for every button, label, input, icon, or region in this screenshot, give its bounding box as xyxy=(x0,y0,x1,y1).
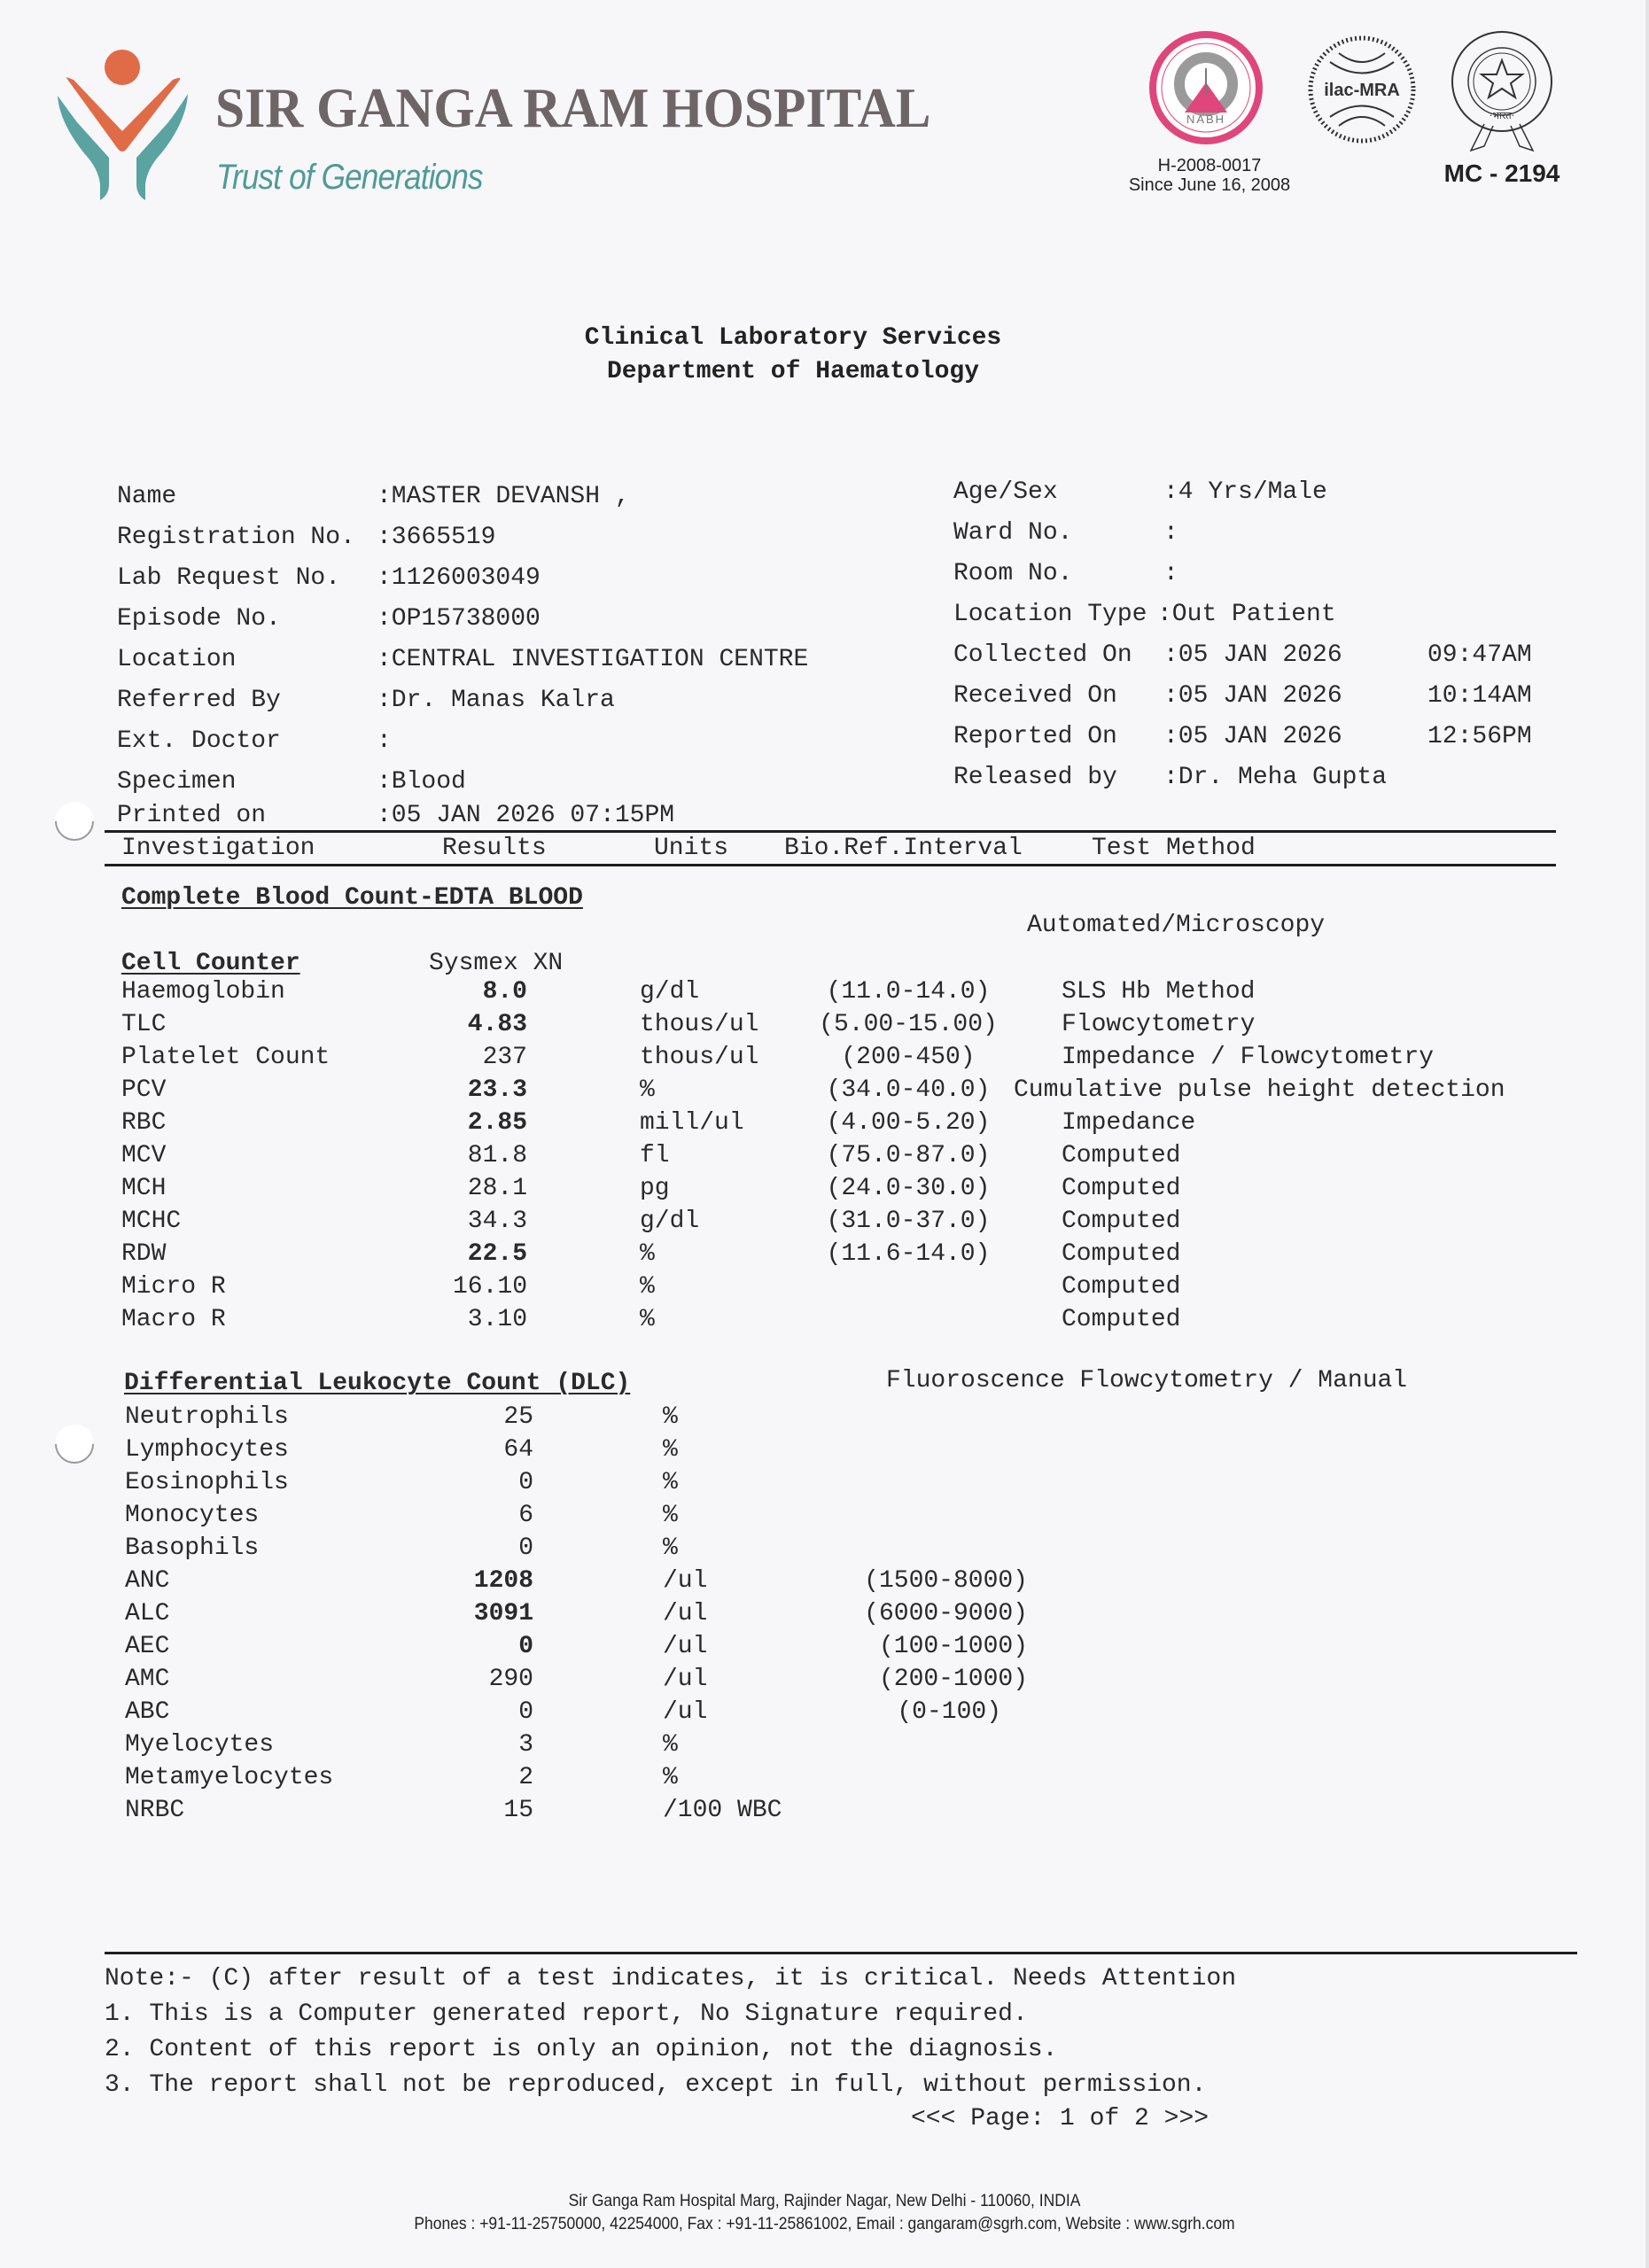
note-item-1: 1. This is a Computer generated report, No Signature required. xyxy=(105,2000,1028,2028)
test-value: 8.0 xyxy=(482,978,527,1006)
test-value: 22.5 xyxy=(467,1240,527,1268)
test-unit: % xyxy=(663,1764,678,1791)
test-method: Impedance xyxy=(1062,1109,1196,1137)
department-line-1: Clinical Laboratory Services xyxy=(584,324,1002,352)
table-row xyxy=(0,1600,1649,1632)
test-method: Computed xyxy=(1062,1142,1181,1169)
table-row xyxy=(0,1011,1649,1043)
test-value: 28.1 xyxy=(467,1175,527,1202)
col-header-test-method: Test Method xyxy=(1092,835,1256,862)
test-value: 2 xyxy=(518,1764,533,1791)
test-name: Micro R xyxy=(121,1273,226,1301)
table-row xyxy=(0,1044,1649,1076)
nabl-seal-icon xyxy=(1444,27,1560,159)
test-value: 0 xyxy=(518,1469,533,1496)
test-name: MCH xyxy=(121,1175,167,1202)
test-unit: thous/ul xyxy=(640,1044,759,1071)
info-value: :Out Patient xyxy=(1157,601,1336,628)
test-value: 3 xyxy=(518,1731,533,1759)
info-label: Specimen xyxy=(117,768,237,796)
info-label: Ward No. xyxy=(953,519,1073,547)
info-label: Registration No. xyxy=(117,524,355,551)
test-value: 2.85 xyxy=(467,1109,527,1137)
col-header-units: Units xyxy=(654,835,729,862)
table-row xyxy=(0,1797,1649,1829)
test-value: 25 xyxy=(503,1403,533,1431)
info-label: Age/Sex xyxy=(953,478,1058,506)
test-value: 3091 xyxy=(473,1600,533,1627)
test-unit: % xyxy=(640,1273,655,1301)
test-unit: % xyxy=(663,1403,678,1431)
test-method: Computed xyxy=(1062,1306,1181,1333)
test-value: 290 xyxy=(488,1666,533,1693)
test-method: Flowcytometry xyxy=(1062,1011,1256,1038)
test-name: Eosinophils xyxy=(125,1469,289,1496)
table-row xyxy=(0,1208,1649,1239)
test-ref: (1500-8000) xyxy=(864,1567,1028,1595)
test-ref: (75.0-87.0) xyxy=(826,1142,991,1169)
info-label: Released by xyxy=(953,764,1117,791)
nabh-seal-icon xyxy=(1149,31,1263,144)
test-value: 1208 xyxy=(473,1567,533,1595)
info-label: Location Type xyxy=(953,601,1147,628)
test-name: Basophils xyxy=(125,1534,260,1562)
table-row xyxy=(0,1502,1649,1534)
info-value: :05 JAN 2026 07:15PM xyxy=(377,802,675,829)
table-row xyxy=(0,1633,1649,1665)
info-value: : xyxy=(1163,560,1178,587)
info-value: :05 JAN 2026 xyxy=(1163,682,1342,710)
test-ref: (4.00-5.20) xyxy=(826,1109,991,1137)
hospital-logo-icon xyxy=(58,43,191,202)
info-value: :Blood xyxy=(377,768,466,796)
nabl-code: MC - 2194 xyxy=(1443,159,1560,187)
test-name: Platelet Count xyxy=(121,1044,331,1071)
table-row xyxy=(0,1698,1649,1730)
test-value: 81.8 xyxy=(467,1142,527,1169)
table-row xyxy=(0,1109,1649,1141)
test-name: Metamyelocytes xyxy=(125,1764,334,1791)
table-row xyxy=(0,1240,1649,1272)
test-unit: thous/ul xyxy=(640,1011,759,1038)
test-name: Monocytes xyxy=(125,1502,260,1529)
notes-rule xyxy=(105,1952,1577,1954)
test-ref: (11.6-14.0) xyxy=(826,1240,991,1268)
info-label: Lab Request No. xyxy=(117,564,341,592)
info-time: 10:14AM xyxy=(1427,682,1532,710)
table-row xyxy=(0,1534,1649,1566)
test-name: Myelocytes xyxy=(125,1731,275,1759)
test-name: ANC xyxy=(125,1567,170,1595)
critical-note: Note:- (C) after result of a test indicates, it is critical. Needs Attention xyxy=(105,1965,1237,1992)
test-ref: (0-100) xyxy=(897,1698,1001,1726)
table-row xyxy=(0,1306,1649,1338)
info-label: Ext. Doctor xyxy=(117,727,281,755)
test-name: Neutrophils xyxy=(125,1403,289,1431)
info-time: 09:47AM xyxy=(1427,641,1532,669)
test-ref: (11.0-14.0) xyxy=(826,978,991,1006)
table-row xyxy=(0,1567,1649,1599)
test-name: RDW xyxy=(121,1240,167,1268)
test-name: AMC xyxy=(125,1666,170,1693)
table-row xyxy=(0,1142,1649,1174)
test-name: NRBC xyxy=(125,1797,185,1824)
table-top-rule xyxy=(105,830,1556,833)
info-value: :1126003049 xyxy=(377,564,541,592)
test-ref: (5.00-15.00) xyxy=(819,1011,998,1038)
dlc-method-note: Fluoroscence Flowcytometry / Manual xyxy=(886,1367,1408,1394)
test-name: ALC xyxy=(125,1600,170,1627)
info-value: :05 JAN 2026 xyxy=(1163,641,1342,669)
table-row xyxy=(0,1764,1649,1796)
info-label: Reported On xyxy=(953,723,1117,750)
info-label: Printed on xyxy=(117,802,267,829)
test-unit: % xyxy=(663,1502,678,1529)
test-unit: g/dl xyxy=(640,978,700,1006)
test-method: Computed xyxy=(1062,1175,1181,1202)
info-label: Referred By xyxy=(117,687,281,714)
info-label: Location xyxy=(117,646,237,673)
svg-text:·भारत·: ·भारत· xyxy=(1489,110,1515,121)
table-row xyxy=(0,1175,1649,1207)
test-unit: % xyxy=(663,1469,678,1496)
footer-contacts: Phones : +91-11-25750000, 42254000, Fax : +91-11-25861002, Email : gangaram@sgrh.com, Website : www.sgrh.com xyxy=(414,2215,1235,2233)
test-value: 4.83 xyxy=(467,1011,527,1038)
test-unit: /ul xyxy=(663,1567,708,1595)
col-header-ref-interval: Bio.Ref.Interval xyxy=(784,835,1023,862)
test-ref: (24.0-30.0) xyxy=(826,1175,991,1202)
test-name: PCV xyxy=(121,1076,167,1104)
info-label: Collected On xyxy=(953,641,1132,669)
test-value: 16.10 xyxy=(452,1273,527,1301)
info-value: :Dr. Meha Gupta xyxy=(1163,764,1388,791)
test-value: 0 xyxy=(518,1633,533,1660)
info-value: :OP15738000 xyxy=(377,605,541,633)
info-label: Episode No. xyxy=(117,605,281,633)
table-row xyxy=(0,1403,1649,1435)
department-line-2: Department of Haematology xyxy=(606,358,980,385)
test-unit: /ul xyxy=(663,1600,708,1627)
info-value: :4 Yrs/Male xyxy=(1163,478,1327,506)
info-label: Name xyxy=(117,483,177,510)
test-method: Cumulative pulse height detection xyxy=(1014,1076,1505,1104)
info-value: :CENTRAL INVESTIGATION CENTRE xyxy=(377,646,809,673)
test-value: 23.3 xyxy=(467,1076,527,1104)
info-time: 12:56PM xyxy=(1427,723,1532,750)
test-name: MCV xyxy=(121,1142,167,1169)
note-item-3: 3. The report shall not be reproduced, except in full, without permission. xyxy=(105,2071,1207,2099)
test-unit: % xyxy=(663,1534,678,1562)
test-ref: (200-450) xyxy=(841,1044,976,1071)
test-ref: (6000-9000) xyxy=(864,1600,1028,1627)
test-unit: mill/ul xyxy=(640,1109,744,1137)
hospital-name: SIR GANGA RAM HOSPITAL xyxy=(215,76,931,139)
table-row xyxy=(0,1469,1649,1501)
test-unit: fl xyxy=(640,1142,670,1169)
test-unit: % xyxy=(663,1731,678,1759)
test-unit: /100 WBC xyxy=(663,1797,782,1824)
svg-text:ilac-MRA: ilac-MRA xyxy=(1324,81,1400,100)
test-name: RBC xyxy=(121,1109,167,1137)
table-row xyxy=(0,1666,1649,1697)
test-value: 3.10 xyxy=(467,1306,527,1333)
test-unit: % xyxy=(640,1240,655,1268)
nabh-caption xyxy=(1121,156,1298,195)
test-name: MCHC xyxy=(121,1208,182,1235)
test-method: Computed xyxy=(1062,1240,1181,1268)
hospital-tagline: Trust of Generations xyxy=(216,158,483,197)
info-label: Received On xyxy=(953,682,1117,710)
test-name: Macro R xyxy=(121,1306,226,1333)
col-header-investigation: Investigation xyxy=(121,835,315,862)
info-value: : xyxy=(377,727,392,755)
col-header-results: Results xyxy=(442,835,547,862)
table-row xyxy=(0,1436,1649,1468)
test-ref: (100-1000) xyxy=(878,1633,1028,1660)
test-name: TLC xyxy=(121,1011,167,1038)
cell-counter-title: Cell Counter xyxy=(121,950,300,977)
table-row xyxy=(0,1076,1649,1108)
punch-hole xyxy=(47,794,102,849)
footer-address: Sir Ganga Ram Hospital Marg, Rajinder Nagar, New Delhi - 110060, INDIA xyxy=(568,2192,1081,2210)
instrument-name: Sysmex XN xyxy=(429,950,564,977)
test-name: AEC xyxy=(125,1633,170,1660)
test-method: Computed xyxy=(1062,1208,1181,1235)
test-name: Haemoglobin xyxy=(121,978,285,1006)
test-unit: % xyxy=(640,1306,655,1333)
info-value: :05 JAN 2026 xyxy=(1163,723,1342,750)
nabh-since: Since June 16, 2008 xyxy=(1128,175,1291,195)
test-unit: % xyxy=(663,1436,678,1464)
test-unit: g/dl xyxy=(640,1208,700,1235)
svg-text:NABH: NABH xyxy=(1186,113,1226,126)
table-row xyxy=(0,1731,1649,1763)
test-unit: pg xyxy=(640,1175,670,1202)
test-unit: /ul xyxy=(663,1633,708,1660)
ilac-mra-seal-icon xyxy=(1308,35,1416,144)
table-row xyxy=(0,1273,1649,1305)
test-name: Lymphocytes xyxy=(125,1436,289,1464)
test-value: 237 xyxy=(482,1044,527,1071)
test-name: ABC xyxy=(125,1698,170,1726)
info-value: :MASTER DEVANSH , xyxy=(377,483,630,510)
test-value: 0 xyxy=(518,1698,533,1726)
table-row xyxy=(0,978,1649,1010)
cbc-method-note: Automated/Microscopy xyxy=(1027,912,1326,939)
test-unit: /ul xyxy=(663,1666,708,1693)
test-value: 15 xyxy=(503,1797,533,1824)
cbc-section-title: Complete Blood Count-EDTA BLOOD xyxy=(121,884,583,912)
test-value: 0 xyxy=(518,1534,533,1562)
nabh-number: H-2008-0017 xyxy=(1157,156,1262,175)
test-method: Computed xyxy=(1062,1273,1181,1301)
info-value: :Dr. Manas Kalra xyxy=(377,687,615,714)
test-method: Impedance / Flowcytometry xyxy=(1062,1044,1435,1071)
test-value: 34.3 xyxy=(467,1208,527,1235)
test-value: 6 xyxy=(518,1502,533,1529)
test-unit: /ul xyxy=(663,1698,708,1726)
page-indicator: <<< Page: 1 of 2 >>> xyxy=(911,2105,1210,2132)
test-unit: % xyxy=(640,1076,655,1104)
info-value: : xyxy=(1163,519,1178,547)
info-label: Room No. xyxy=(953,560,1073,587)
test-ref: (31.0-37.0) xyxy=(826,1208,991,1235)
test-ref: (34.0-40.0) xyxy=(826,1076,991,1104)
test-ref: (200-1000) xyxy=(878,1666,1028,1693)
info-value: :3665519 xyxy=(377,524,496,551)
dlc-section-title: Differential Leukocyte Count (DLC) xyxy=(124,1370,631,1397)
table-header-rule xyxy=(105,864,1556,866)
test-method: SLS Hb Method xyxy=(1062,978,1256,1006)
note-item-2: 2. Content of this report is only an opinion, not the diagnosis. xyxy=(105,2036,1058,2063)
test-value: 64 xyxy=(503,1436,533,1464)
